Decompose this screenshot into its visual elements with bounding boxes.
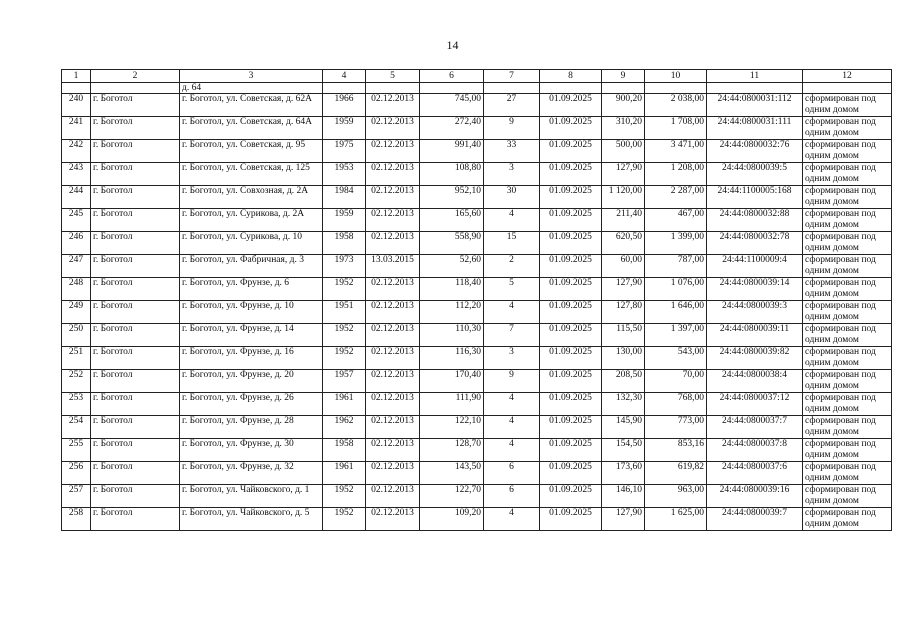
value-cell: 127,90 (602, 278, 645, 301)
year-cell: 1952 (323, 278, 366, 301)
row-number-cell: 243 (62, 163, 91, 186)
address-cell: г. Боготол, ул. Фабричная, д. 3 (180, 255, 323, 278)
count-cell: 15 (484, 232, 540, 255)
area-cell: 122,10 (420, 416, 484, 439)
table-row (62, 232, 892, 255)
status-cell: сформирован под одним домом (803, 416, 892, 439)
city-cell: г. Боготол (91, 301, 180, 324)
date-cell: 02.12.2013 (366, 186, 420, 209)
value-cell: 1 625,00 (645, 508, 707, 531)
row-number-cell: 252 (62, 370, 91, 393)
row-number-cell: 244 (62, 186, 91, 209)
city-cell: г. Боготол (91, 393, 180, 416)
value-cell: 211,40 (602, 209, 645, 232)
city-cell: г. Боготол (91, 94, 180, 117)
continuation-address: д. 64 (180, 83, 323, 94)
value-cell: 1 708,00 (645, 117, 707, 140)
page-number: 14 (446, 38, 459, 52)
count-cell: 4 (484, 439, 540, 462)
cadastral-number-cell: 24:44:0800039:3 (707, 301, 803, 324)
date-cell: 01.09.2025 (540, 232, 602, 255)
value-cell: 154,50 (602, 439, 645, 462)
city-cell: г. Боготол (91, 324, 180, 347)
cadastral-number-cell: 24:44:0800037:12 (707, 393, 803, 416)
value-cell: 146,10 (602, 485, 645, 508)
table-row (62, 117, 892, 140)
column-header: 10 (645, 70, 707, 83)
date-cell: 01.09.2025 (540, 278, 602, 301)
value-cell: 60,00 (602, 255, 645, 278)
date-cell: 01.09.2025 (540, 94, 602, 117)
area-cell: 52,60 (420, 255, 484, 278)
date-cell: 01.09.2025 (540, 117, 602, 140)
status-cell: сформирован под одним домом (803, 485, 892, 508)
address-cell: г. Боготол, ул. Советская, д. 62А (180, 94, 323, 117)
column-header: 11 (707, 70, 803, 83)
count-cell: 9 (484, 117, 540, 140)
address-cell: г. Боготол, ул. Чайковского, д. 5 (180, 508, 323, 531)
status-cell: сформирован под одним домом (803, 370, 892, 393)
date-cell: 02.12.2013 (366, 163, 420, 186)
year-cell: 1966 (323, 94, 366, 117)
area-cell: 122,70 (420, 485, 484, 508)
count-cell: 7 (484, 324, 540, 347)
area-cell: 109,20 (420, 508, 484, 531)
address-cell: г. Боготол, ул. Фрунзе, д. 30 (180, 439, 323, 462)
count-cell: 4 (484, 416, 540, 439)
date-cell: 02.12.2013 (366, 393, 420, 416)
year-cell: 1959 (323, 117, 366, 140)
city-cell: г. Боготол (91, 140, 180, 163)
row-number-cell: 253 (62, 393, 91, 416)
value-cell: 467,00 (645, 209, 707, 232)
value-cell: 145,90 (602, 416, 645, 439)
row-number-cell: 254 (62, 416, 91, 439)
year-cell: 1958 (323, 439, 366, 462)
address-cell: г. Боготол, ул. Фрунзе, д. 14 (180, 324, 323, 347)
date-cell: 02.12.2013 (366, 462, 420, 485)
address-cell: г. Боготол, ул. Советская, д. 95 (180, 140, 323, 163)
status-cell: сформирован под одним домом (803, 462, 892, 485)
year-cell: 1952 (323, 485, 366, 508)
table-row (62, 416, 892, 439)
status-cell: сформирован под одним домом (803, 439, 892, 462)
value-cell: 963,00 (645, 485, 707, 508)
count-cell: 4 (484, 393, 540, 416)
year-cell: 1952 (323, 347, 366, 370)
value-cell: 208,50 (602, 370, 645, 393)
date-cell: 01.09.2025 (540, 439, 602, 462)
value-cell: 127,90 (602, 163, 645, 186)
year-cell: 1959 (323, 209, 366, 232)
value-cell: 115,50 (602, 324, 645, 347)
row-number-cell: 257 (62, 485, 91, 508)
date-cell: 02.12.2013 (366, 117, 420, 140)
cadastral-number-cell: 24:44:0800032:76 (707, 140, 803, 163)
value-cell: 2 038,00 (645, 94, 707, 117)
value-cell: 900,20 (602, 94, 645, 117)
date-cell: 02.12.2013 (366, 416, 420, 439)
cadastral-number-cell: 24:44:0800032:78 (707, 232, 803, 255)
count-cell: 3 (484, 163, 540, 186)
date-cell: 01.09.2025 (540, 370, 602, 393)
status-cell: сформирован под одним домом (803, 140, 892, 163)
date-cell: 01.09.2025 (540, 255, 602, 278)
housing-registry-table (61, 69, 892, 531)
address-cell: г. Боготол, ул. Сурикова, д. 10 (180, 232, 323, 255)
year-cell: 1958 (323, 232, 366, 255)
value-cell: 70,00 (645, 370, 707, 393)
date-cell: 02.12.2013 (366, 347, 420, 370)
cadastral-number-cell: 24:44:0800037:6 (707, 462, 803, 485)
value-cell: 787,00 (645, 255, 707, 278)
year-cell: 1973 (323, 255, 366, 278)
value-cell: 620,50 (602, 232, 645, 255)
table-row (62, 324, 892, 347)
cadastral-number-cell: 24:44:1100005:168 (707, 186, 803, 209)
count-cell: 30 (484, 186, 540, 209)
value-cell: 173,60 (602, 462, 645, 485)
city-cell: г. Боготол (91, 117, 180, 140)
cadastral-number-cell: 24:44:0800039:82 (707, 347, 803, 370)
value-cell: 1 076,00 (645, 278, 707, 301)
value-cell: 1 208,00 (645, 163, 707, 186)
area-cell: 745,00 (420, 94, 484, 117)
table-body (62, 83, 892, 531)
date-cell: 01.09.2025 (540, 209, 602, 232)
value-cell: 1 646,00 (645, 301, 707, 324)
date-cell: 02.12.2013 (366, 94, 420, 117)
date-cell: 13.03.2015 (366, 255, 420, 278)
area-cell: 111,90 (420, 393, 484, 416)
value-cell: 127,90 (602, 508, 645, 531)
area-cell: 952,10 (420, 186, 484, 209)
date-cell: 02.12.2013 (366, 485, 420, 508)
value-cell: 768,00 (645, 393, 707, 416)
area-cell: 170,40 (420, 370, 484, 393)
column-header: 4 (323, 70, 366, 83)
address-cell: г. Боготол, ул. Фрунзе, д. 32 (180, 462, 323, 485)
value-cell: 619,82 (645, 462, 707, 485)
status-cell: сформирован под одним домом (803, 347, 892, 370)
table-header-row (62, 70, 892, 83)
row-number-cell: 250 (62, 324, 91, 347)
table-row (62, 140, 892, 163)
column-header: 9 (602, 70, 645, 83)
year-cell: 1952 (323, 508, 366, 531)
table-row (62, 393, 892, 416)
cadastral-number-cell: 24:44:0800039:5 (707, 163, 803, 186)
cadastral-number-cell: 24:44:0800039:14 (707, 278, 803, 301)
address-cell: г. Боготол, ул. Фрунзе, д. 26 (180, 393, 323, 416)
status-cell: сформирован под одним домом (803, 393, 892, 416)
area-cell: 128,70 (420, 439, 484, 462)
table-row (62, 508, 892, 531)
address-cell: г. Боготол, ул. Фрунзе, д. 6 (180, 278, 323, 301)
cadastral-number-cell: 24:44:0800031:112 (707, 94, 803, 117)
count-cell: 6 (484, 485, 540, 508)
cadastral-number-cell: 24:44:0800038:4 (707, 370, 803, 393)
city-cell: г. Боготол (91, 370, 180, 393)
value-cell: 127,80 (602, 301, 645, 324)
row-number-cell: 247 (62, 255, 91, 278)
count-cell: 9 (484, 370, 540, 393)
date-cell: 01.09.2025 (540, 462, 602, 485)
value-cell: 1 397,00 (645, 324, 707, 347)
table-row (62, 347, 892, 370)
value-cell: 132,30 (602, 393, 645, 416)
address-cell: г. Боготол, ул. Чайковского, д. 1 (180, 485, 323, 508)
year-cell: 1962 (323, 416, 366, 439)
value-cell: 1 120,00 (602, 186, 645, 209)
status-cell: сформирован под одним домом (803, 94, 892, 117)
city-cell: г. Боготол (91, 186, 180, 209)
table-row (62, 462, 892, 485)
column-header: 2 (91, 70, 180, 83)
value-cell: 773,00 (645, 416, 707, 439)
cadastral-number-cell: 24:44:0800039:16 (707, 485, 803, 508)
cadastral-number-cell: 24:44:0800037:8 (707, 439, 803, 462)
table-row (62, 439, 892, 462)
status-cell: сформирован под одним домом (803, 301, 892, 324)
value-cell: 543,00 (645, 347, 707, 370)
status-cell: сформирован под одним домом (803, 209, 892, 232)
count-cell: 4 (484, 508, 540, 531)
count-cell: 6 (484, 462, 540, 485)
table-row (62, 255, 892, 278)
cadastral-number-cell: 24:44:0800032:88 (707, 209, 803, 232)
date-cell: 01.09.2025 (540, 393, 602, 416)
date-cell: 01.09.2025 (540, 485, 602, 508)
city-cell: г. Боготол (91, 278, 180, 301)
city-cell: г. Боготол (91, 462, 180, 485)
row-number-cell: 255 (62, 439, 91, 462)
column-header: 6 (420, 70, 484, 83)
date-cell: 02.12.2013 (366, 439, 420, 462)
status-cell: сформирован под одним домом (803, 186, 892, 209)
date-cell: 01.09.2025 (540, 416, 602, 439)
year-cell: 1984 (323, 186, 366, 209)
cadastral-number-cell: 24:44:0800037:7 (707, 416, 803, 439)
year-cell: 1961 (323, 462, 366, 485)
address-cell: г. Боготол, ул. Фрунзе, д. 28 (180, 416, 323, 439)
cadastral-number-cell: 24:44:0800039:11 (707, 324, 803, 347)
column-header: 5 (366, 70, 420, 83)
year-cell: 1952 (323, 324, 366, 347)
year-cell: 1951 (323, 301, 366, 324)
status-cell: сформирован под одним домом (803, 232, 892, 255)
continuation-row (62, 83, 892, 94)
table-row (62, 278, 892, 301)
city-cell: г. Боготол (91, 347, 180, 370)
address-cell: г. Боготол, ул. Советская, д. 125 (180, 163, 323, 186)
area-cell: 118,40 (420, 278, 484, 301)
date-cell: 01.09.2025 (540, 508, 602, 531)
area-cell: 116,30 (420, 347, 484, 370)
address-cell: г. Боготол, ул. Фрунзе, д. 16 (180, 347, 323, 370)
area-cell: 143,50 (420, 462, 484, 485)
area-cell: 991,40 (420, 140, 484, 163)
row-number-cell: 241 (62, 117, 91, 140)
date-cell: 01.09.2025 (540, 347, 602, 370)
row-number-cell: 251 (62, 347, 91, 370)
date-cell: 01.09.2025 (540, 140, 602, 163)
date-cell: 02.12.2013 (366, 278, 420, 301)
row-number-cell: 245 (62, 209, 91, 232)
status-cell: сформирован под одним домом (803, 117, 892, 140)
column-header: 1 (62, 70, 91, 83)
address-cell: г. Боготол, ул. Совхозная, д. 2А (180, 186, 323, 209)
value-cell: 853,16 (645, 439, 707, 462)
year-cell: 1953 (323, 163, 366, 186)
date-cell: 02.12.2013 (366, 209, 420, 232)
table-row (62, 163, 892, 186)
count-cell: 4 (484, 209, 540, 232)
date-cell: 02.12.2013 (366, 232, 420, 255)
row-number-cell: 246 (62, 232, 91, 255)
date-cell: 01.09.2025 (540, 324, 602, 347)
value-cell: 2 287,00 (645, 186, 707, 209)
cadastral-number-cell: 24:44:0800031:111 (707, 117, 803, 140)
column-header: 3 (180, 70, 323, 83)
table-row (62, 186, 892, 209)
year-cell: 1961 (323, 393, 366, 416)
status-cell: сформирован под одним домом (803, 324, 892, 347)
city-cell: г. Боготол (91, 232, 180, 255)
date-cell: 02.12.2013 (366, 324, 420, 347)
count-cell: 4 (484, 301, 540, 324)
cadastral-number-cell: 24:44:0800039:7 (707, 508, 803, 531)
status-cell: сформирован под одним домом (803, 278, 892, 301)
city-cell: г. Боготол (91, 508, 180, 531)
city-cell: г. Боготол (91, 416, 180, 439)
status-cell: сформирован под одним домом (803, 255, 892, 278)
city-cell: г. Боготол (91, 485, 180, 508)
value-cell: 310,20 (602, 117, 645, 140)
date-cell: 02.12.2013 (366, 301, 420, 324)
date-cell: 02.12.2013 (366, 508, 420, 531)
date-cell: 02.12.2013 (366, 370, 420, 393)
row-number-cell: 248 (62, 278, 91, 301)
cadastral-number-cell: 24:44:1100009:4 (707, 255, 803, 278)
address-cell: г. Боготол, ул. Советская, д. 64А (180, 117, 323, 140)
status-cell: сформирован под одним домом (803, 163, 892, 186)
area-cell: 108,80 (420, 163, 484, 186)
row-number-cell: 240 (62, 94, 91, 117)
table-row (62, 209, 892, 232)
year-cell: 1975 (323, 140, 366, 163)
value-cell: 130,00 (602, 347, 645, 370)
count-cell: 27 (484, 94, 540, 117)
value-cell: 1 399,00 (645, 232, 707, 255)
address-cell: г. Боготол, ул. Сурикова, д. 2А (180, 209, 323, 232)
column-header: 8 (540, 70, 602, 83)
year-cell: 1957 (323, 370, 366, 393)
date-cell: 02.12.2013 (366, 140, 420, 163)
count-cell: 2 (484, 255, 540, 278)
date-cell: 01.09.2025 (540, 186, 602, 209)
row-number-cell: 258 (62, 508, 91, 531)
table-row (62, 94, 892, 117)
table-row (62, 370, 892, 393)
date-cell: 01.09.2025 (540, 301, 602, 324)
value-cell: 500,00 (602, 140, 645, 163)
area-cell: 558,90 (420, 232, 484, 255)
city-cell: г. Боготол (91, 255, 180, 278)
column-header: 7 (484, 70, 540, 83)
city-cell: г. Боготол (91, 209, 180, 232)
count-cell: 5 (484, 278, 540, 301)
column-header: 12 (803, 70, 892, 83)
count-cell: 3 (484, 347, 540, 370)
table-row (62, 485, 892, 508)
value-cell: 3 471,00 (645, 140, 707, 163)
table-row (62, 301, 892, 324)
area-cell: 112,20 (420, 301, 484, 324)
area-cell: 272,40 (420, 117, 484, 140)
status-cell: сформирован под одним домом (803, 508, 892, 531)
date-cell: 01.09.2025 (540, 163, 602, 186)
count-cell: 33 (484, 140, 540, 163)
address-cell: г. Боготол, ул. Фрунзе, д. 20 (180, 370, 323, 393)
city-cell: г. Боготол (91, 439, 180, 462)
area-cell: 165,60 (420, 209, 484, 232)
row-number-cell: 242 (62, 140, 91, 163)
area-cell: 110,30 (420, 324, 484, 347)
row-number-cell: 256 (62, 462, 91, 485)
address-cell: г. Боготол, ул. Фрунзе, д. 10 (180, 301, 323, 324)
row-number-cell: 249 (62, 301, 91, 324)
city-cell: г. Боготол (91, 163, 180, 186)
